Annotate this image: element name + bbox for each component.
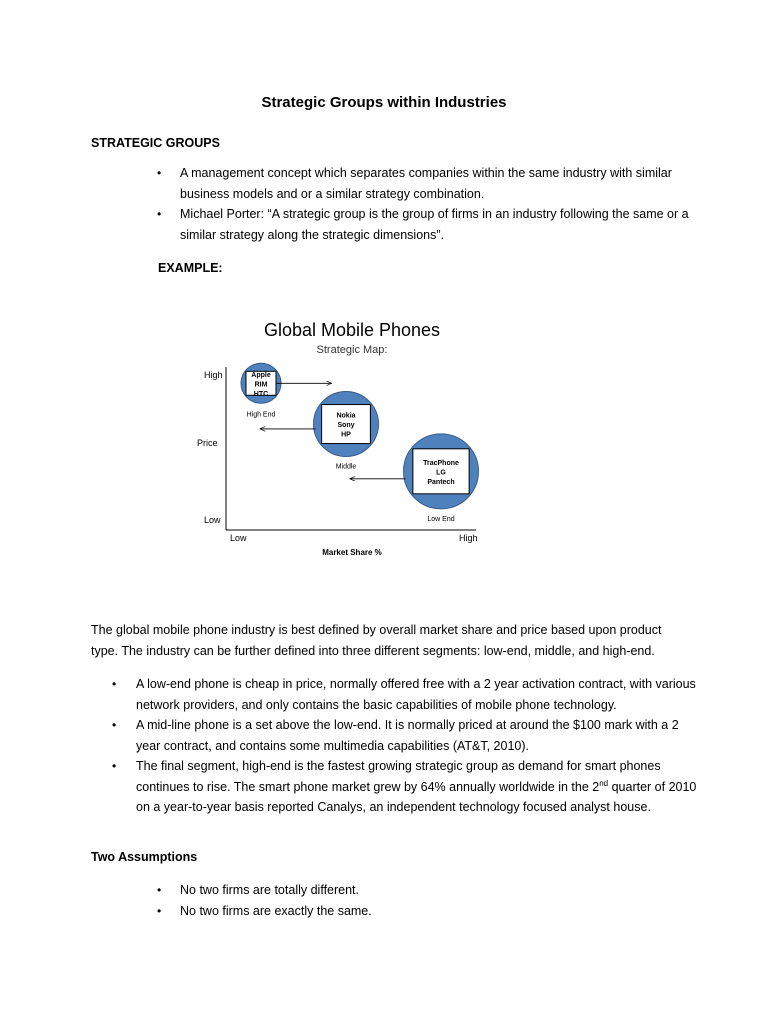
segment-label: High End [246, 411, 276, 419]
x-axis-label: Market Share % [322, 548, 382, 557]
chart-title: Global Mobile Phones [263, 320, 441, 340]
document-title: Strategic Groups within Industries [261, 94, 507, 111]
strategic-map-chart [190, 312, 510, 567]
segment-label: Middle [335, 463, 357, 471]
list-item: • Michael Porter: “A strategic group is the group of firms in an industry following the same or a similar strategy along the strategic dimensions”. [130, 204, 690, 245]
bullet-icon: • [112, 718, 117, 732]
industry-paragraph: The global mobile phone industry is best defined by overall market share and price based upon product type. The industry can be further defined into three different segments: low-end, middle, and high-end. [91, 623, 662, 658]
segment-bullet-list [107, 674, 697, 818]
firm-name: Nokia [336, 412, 356, 420]
firm-name: Sony [337, 422, 355, 430]
firm-name: Pantech [427, 478, 455, 486]
y-axis-label: Price [197, 438, 218, 448]
firm-name: RIM [254, 381, 268, 389]
bullet-icon: • [157, 883, 162, 897]
firm-name: LG [436, 469, 446, 477]
example-heading: EXAMPLE: [158, 261, 223, 275]
list-item: • A low-end phone is cheap in price, normally offered free with a 2 year activation contract, with various network providers, and only contains the basic capabilities of mobile phone technology. [107, 674, 697, 715]
segment-label: Low End [427, 515, 455, 523]
list-item: • A mid-line phone is a set above the low-end. It is normally priced at around the $100 mark with a 2 year contract, and contains some multimedia capabilities (AT&T, 2010). [107, 715, 697, 756]
bullet-icon: • [157, 207, 162, 221]
bullet-icon: • [112, 677, 117, 691]
firm-name: HP [341, 431, 351, 439]
chart-subtitle: Strategic Map: [316, 344, 388, 356]
list-item: • A management concept which separates companies within the same industry with similar business models and or a similar strategy combination. [130, 163, 690, 204]
bullet-icon: • [157, 903, 162, 918]
list-item: • No two firms are exactly the same. [130, 901, 690, 922]
strategic-groups-layer [241, 363, 479, 523]
list-item: • No two firms are totally different. [130, 880, 690, 901]
y-tick-label: Low [204, 515, 221, 525]
x-tick-label: High [459, 533, 478, 543]
list-item: • The final segment, high-end is the fastest growing strategic group as demand for smart phones continues to rise. The smart phone market grew by 64% annually worldwide in the 2nd quarter of 2010 on a year-to-year basis reported Canalys, an independent technology focused analyst house. [107, 756, 697, 818]
x-tick-label: Low [230, 533, 247, 543]
firm-name: Apple [251, 371, 271, 379]
strategic-groups-bullet-list [130, 163, 690, 245]
bullet-icon: • [157, 166, 162, 180]
assumptions-bullet-list [130, 880, 690, 921]
bullet-icon: • [112, 759, 117, 773]
firm-name: HTC [253, 390, 269, 398]
y-tick-label: High [204, 370, 223, 380]
firm-name: TracPhone [423, 459, 459, 467]
section-heading-strategic-groups: STRATEGIC GROUPS [91, 136, 220, 150]
assumptions-heading: Two Assumptions [91, 850, 198, 864]
